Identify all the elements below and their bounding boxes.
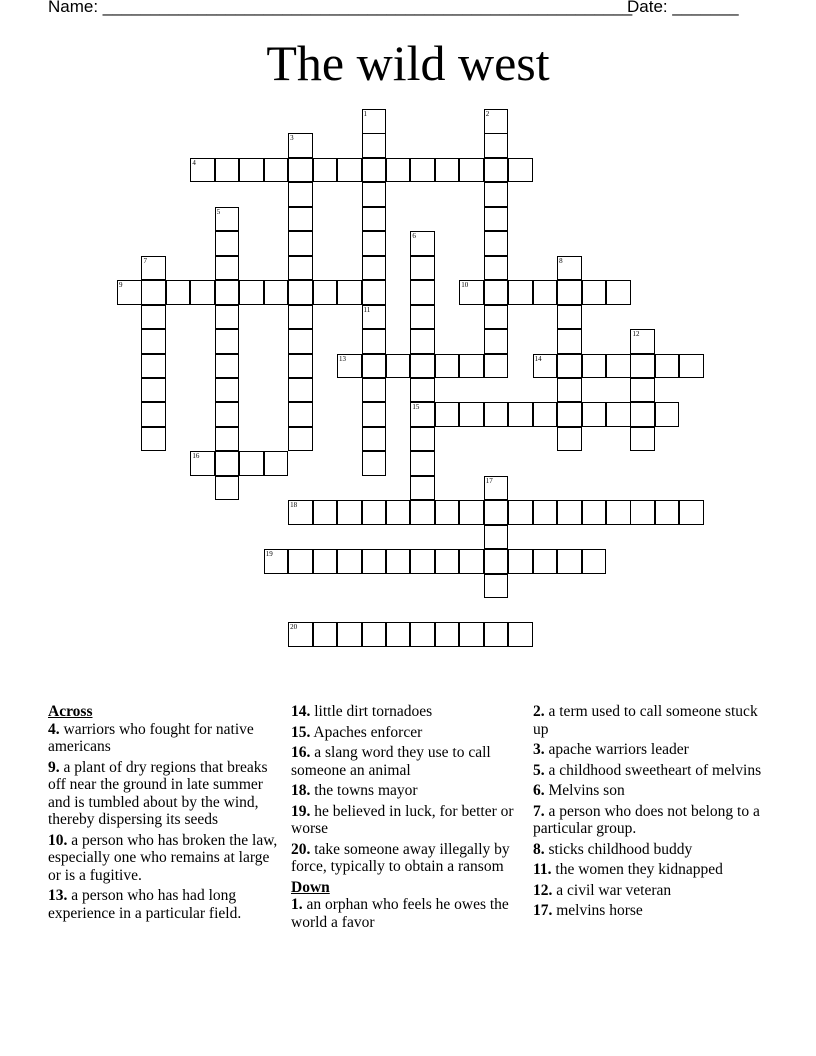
grid-cell[interactable]	[484, 402, 509, 427]
grid-cell[interactable]	[362, 231, 387, 256]
grid-cell[interactable]	[239, 280, 264, 305]
grid-cell[interactable]	[484, 133, 509, 158]
grid-cell[interactable]	[362, 500, 387, 525]
grid-cell[interactable]	[435, 354, 460, 379]
grid-cell[interactable]	[655, 402, 680, 427]
grid-cell[interactable]	[484, 207, 509, 232]
grid-cell[interactable]	[582, 402, 607, 427]
grid-cell[interactable]	[459, 354, 484, 379]
grid-cell[interactable]	[630, 500, 655, 525]
grid-cell[interactable]	[362, 427, 387, 452]
across-heading: Across	[48, 703, 93, 720]
grid-cell[interactable]	[484, 182, 509, 207]
grid-cell[interactable]	[215, 378, 240, 403]
grid-cell[interactable]	[410, 256, 435, 281]
grid-cell[interactable]	[484, 231, 509, 256]
clue-number-19: 19	[265, 550, 273, 559]
grid-cell[interactable]	[410, 280, 435, 305]
grid-cell[interactable]	[679, 354, 704, 379]
grid-cell[interactable]	[288, 305, 313, 330]
grid-cell[interactable]	[410, 427, 435, 452]
grid-cell[interactable]	[484, 329, 509, 354]
grid-cell[interactable]	[288, 354, 313, 379]
grid-cell[interactable]	[288, 231, 313, 256]
grid-cell[interactable]	[141, 329, 166, 354]
grid-cell[interactable]	[410, 378, 435, 403]
clue-across-14: 14. little dirt tornadoes	[291, 703, 433, 720]
grid-cell[interactable]	[410, 329, 435, 354]
clue-across-16: 16. a slang word they use to call someone an animal	[291, 744, 491, 779]
grid-cell[interactable]	[362, 402, 387, 427]
grid-cell[interactable]	[215, 451, 240, 476]
clue-column-2	[291, 703, 519, 934]
grid-cell[interactable]	[606, 354, 631, 379]
grid-cell[interactable]	[386, 622, 411, 647]
down-heading: Down	[291, 878, 330, 896]
grid-cell[interactable]	[410, 354, 435, 379]
clue-down-17: 17. melvins horse	[533, 902, 643, 919]
grid-cell[interactable]	[508, 402, 533, 427]
grid-cell[interactable]	[484, 354, 509, 379]
clue-across-19: 19. he believed in luck, for better or worse	[291, 802, 514, 837]
clue-down-8: 8. sticks childhood buddy	[533, 840, 693, 858]
clue-number-13: 13	[339, 354, 347, 363]
grid-cell[interactable]	[459, 549, 484, 574]
grid-cell[interactable]	[533, 549, 558, 574]
clue-across-18: 18. the towns mayor	[291, 782, 418, 799]
grid-cell[interactable]	[166, 280, 191, 305]
grid-cell[interactable]	[557, 427, 582, 452]
grid-cell[interactable]	[141, 427, 166, 452]
grid-cell[interactable]	[141, 402, 166, 427]
grid-cell[interactable]	[484, 305, 509, 330]
grid-cell[interactable]	[459, 500, 484, 525]
grid-cell[interactable]	[484, 574, 509, 599]
clue-down-11: 11. the women they kidnapped	[533, 861, 723, 878]
grid-cell[interactable]	[288, 427, 313, 452]
clue-number-20: 20	[290, 623, 298, 632]
grid-cell[interactable]	[557, 280, 582, 305]
grid-cell[interactable]	[141, 280, 166, 305]
grid-cell[interactable]	[459, 158, 484, 183]
grid-cell[interactable]	[582, 549, 607, 574]
clue-number-16: 16	[192, 452, 200, 461]
grid-cell[interactable]	[288, 280, 313, 305]
grid-cell[interactable]	[410, 476, 435, 501]
grid-cell[interactable]	[215, 305, 240, 330]
clue-number-9: 9	[119, 281, 123, 290]
grid-cell[interactable]	[508, 622, 533, 647]
grid-cell[interactable]	[215, 402, 240, 427]
clue-down-1: 1. an orphan who feels he owes the world a favor	[291, 896, 509, 931]
grid-cell[interactable]	[313, 549, 338, 574]
grid-cell[interactable]	[215, 256, 240, 281]
grid-cell[interactable]	[313, 622, 338, 647]
clue-across-13: 13. a person who has had long experience in a particular field.	[48, 887, 242, 922]
grid-cell[interactable]	[288, 402, 313, 427]
grid-cell[interactable]	[484, 256, 509, 281]
grid-cell[interactable]	[459, 402, 484, 427]
grid-cell[interactable]	[508, 158, 533, 183]
grid-cell[interactable]	[606, 280, 631, 305]
grid-cell[interactable]	[362, 451, 387, 476]
grid-cell[interactable]	[582, 354, 607, 379]
grid-cell[interactable]	[313, 500, 338, 525]
grid-cell[interactable]	[435, 622, 460, 647]
clue-column-1	[48, 703, 278, 925]
grid-cell[interactable]	[239, 451, 264, 476]
grid-cell[interactable]	[533, 402, 558, 427]
grid-cell[interactable]	[215, 427, 240, 452]
clue-across-9: 9. a plant of dry regions that breaks off near the ground in late summer and is tumbled about by the wind, thereby dispersing its seeds	[48, 758, 268, 828]
clue-number-15: 15	[412, 403, 420, 412]
grid-cell[interactable]	[215, 280, 240, 305]
clue-number-17: 17	[485, 476, 493, 485]
grid-cell[interactable]	[630, 402, 655, 427]
grid-cell[interactable]	[484, 622, 509, 647]
grid-cell[interactable]	[484, 158, 509, 183]
clue-across-4: 4. warriors who fought for native americans	[48, 720, 254, 755]
grid-cell[interactable]	[362, 378, 387, 403]
grid-cell[interactable]	[459, 622, 484, 647]
grid-cell[interactable]	[606, 402, 631, 427]
page-title: The wild west	[266, 35, 550, 91]
grid-cell[interactable]	[190, 280, 215, 305]
grid-cell[interactable]	[264, 280, 289, 305]
grid-cell[interactable]	[288, 256, 313, 281]
clue-number-2: 2	[485, 110, 490, 118]
grid-cell[interactable]	[141, 354, 166, 379]
name-field-label: Name: ________________________________________________________	[48, 0, 633, 16]
grid-cell[interactable]	[337, 500, 362, 525]
grid-cell[interactable]	[215, 329, 240, 354]
grid-cell[interactable]	[362, 133, 387, 158]
clue-number-7: 7	[143, 256, 147, 265]
grid-cell[interactable]	[313, 280, 338, 305]
grid-cell[interactable]	[141, 378, 166, 403]
grid-cell[interactable]	[362, 622, 387, 647]
grid-cell[interactable]	[508, 500, 533, 525]
grid-cell[interactable]	[362, 354, 387, 379]
grid-cell[interactable]	[362, 549, 387, 574]
clue-number-8: 8	[559, 256, 563, 265]
grid-cell[interactable]	[533, 280, 558, 305]
grid-cell[interactable]	[215, 354, 240, 379]
grid-cell[interactable]	[288, 549, 313, 574]
clue-down-2: 2. a term used to call someone stuck up	[533, 703, 758, 738]
clue-down-7: 7. a person who does not belong to a particular group.	[533, 802, 760, 837]
grid-cell[interactable]	[630, 427, 655, 452]
grid-cell[interactable]	[141, 305, 166, 330]
grid-cell[interactable]	[435, 402, 460, 427]
date-field-label: Date: _______	[627, 0, 739, 16]
grid-cell[interactable]	[508, 280, 533, 305]
grid-cell[interactable]	[435, 158, 460, 183]
clue-number-5: 5	[216, 207, 221, 216]
grid-cell[interactable]	[410, 622, 435, 647]
grid-cell[interactable]	[435, 500, 460, 525]
clue-across-20: 20. take someone away illegally by force, typically to obtain a ransom	[291, 840, 510, 875]
clue-down-12: 12. a civil war veteran	[533, 881, 672, 899]
grid-cell[interactable]	[484, 549, 509, 574]
grid-cell[interactable]	[288, 182, 313, 207]
clue-number-12: 12	[632, 330, 640, 339]
grid-cell[interactable]	[557, 500, 582, 525]
clue-across-10: 10. a person who has broken the law, especially one who remains at large or is a fugitive.	[48, 831, 278, 884]
grid-cell[interactable]	[508, 549, 533, 574]
grid-cell[interactable]	[655, 354, 680, 379]
grid-cell[interactable]	[264, 451, 289, 476]
grid-cell[interactable]	[313, 158, 338, 183]
grid-cell[interactable]	[386, 500, 411, 525]
clue-number-14: 14	[534, 354, 542, 363]
grid-cell[interactable]	[288, 207, 313, 232]
clue-number-3: 3	[290, 134, 294, 143]
grid-cell[interactable]	[362, 158, 387, 183]
grid-cell[interactable]	[582, 280, 607, 305]
grid-cell[interactable]	[410, 549, 435, 574]
grid-cell[interactable]	[264, 158, 289, 183]
grid-cell[interactable]	[288, 329, 313, 354]
grid-cell[interactable]	[386, 158, 411, 183]
grid-cell[interactable]	[410, 500, 435, 525]
grid-cell[interactable]	[655, 500, 680, 525]
grid-cell[interactable]	[362, 280, 387, 305]
grid-cell[interactable]	[557, 354, 582, 379]
grid-cell[interactable]	[215, 476, 240, 501]
grid-cell[interactable]	[484, 280, 509, 305]
grid-cell[interactable]	[362, 207, 387, 232]
grid-cell[interactable]	[215, 231, 240, 256]
clue-down-3: 3. apache warriors leader	[533, 741, 689, 758]
grid-cell[interactable]	[410, 305, 435, 330]
grid-cell[interactable]	[362, 256, 387, 281]
grid-cell[interactable]	[606, 500, 631, 525]
grid-cell[interactable]	[386, 354, 411, 379]
grid-cell[interactable]	[557, 329, 582, 354]
grid-cell[interactable]	[337, 622, 362, 647]
grid-cell[interactable]	[533, 500, 558, 525]
grid-cell[interactable]	[679, 500, 704, 525]
clue-number-11: 11	[363, 305, 371, 314]
grid-cell[interactable]	[557, 549, 582, 574]
grid-cell[interactable]	[410, 451, 435, 476]
grid-cell[interactable]	[337, 549, 362, 574]
clue-number-6: 6	[412, 232, 416, 241]
clue-number-18: 18	[290, 501, 298, 510]
grid-cell[interactable]	[215, 158, 240, 183]
grid-cell[interactable]	[582, 500, 607, 525]
clue-number-4: 4	[192, 158, 196, 167]
clue-number-10: 10	[461, 281, 469, 290]
clue-number-1: 1	[363, 110, 367, 118]
grid-cell[interactable]	[484, 500, 509, 525]
grid-cell[interactable]	[435, 549, 460, 574]
grid-cell[interactable]	[337, 280, 362, 305]
grid-cell[interactable]	[288, 158, 313, 183]
grid-cell[interactable]	[239, 158, 264, 183]
clue-down-5: 5. a childhood sweetheart of melvins	[533, 761, 762, 779]
clue-column-3	[533, 703, 768, 923]
grid-cell[interactable]	[557, 378, 582, 403]
grid-cell[interactable]	[410, 158, 435, 183]
grid-cell[interactable]	[386, 549, 411, 574]
grid-cell[interactable]	[337, 158, 362, 183]
grid-cell[interactable]	[484, 525, 509, 550]
grid-cell[interactable]	[362, 329, 387, 354]
clue-down-6: 6. Melvins son	[533, 782, 625, 799]
grid-cell[interactable]	[557, 305, 582, 330]
clue-across-15: 15. Apaches enforcer	[291, 723, 423, 741]
grid-cell[interactable]	[630, 354, 655, 379]
grid-cell[interactable]	[630, 378, 655, 403]
grid-cell[interactable]	[557, 402, 582, 427]
grid-cell[interactable]	[362, 182, 387, 207]
grid-cell[interactable]	[288, 378, 313, 403]
